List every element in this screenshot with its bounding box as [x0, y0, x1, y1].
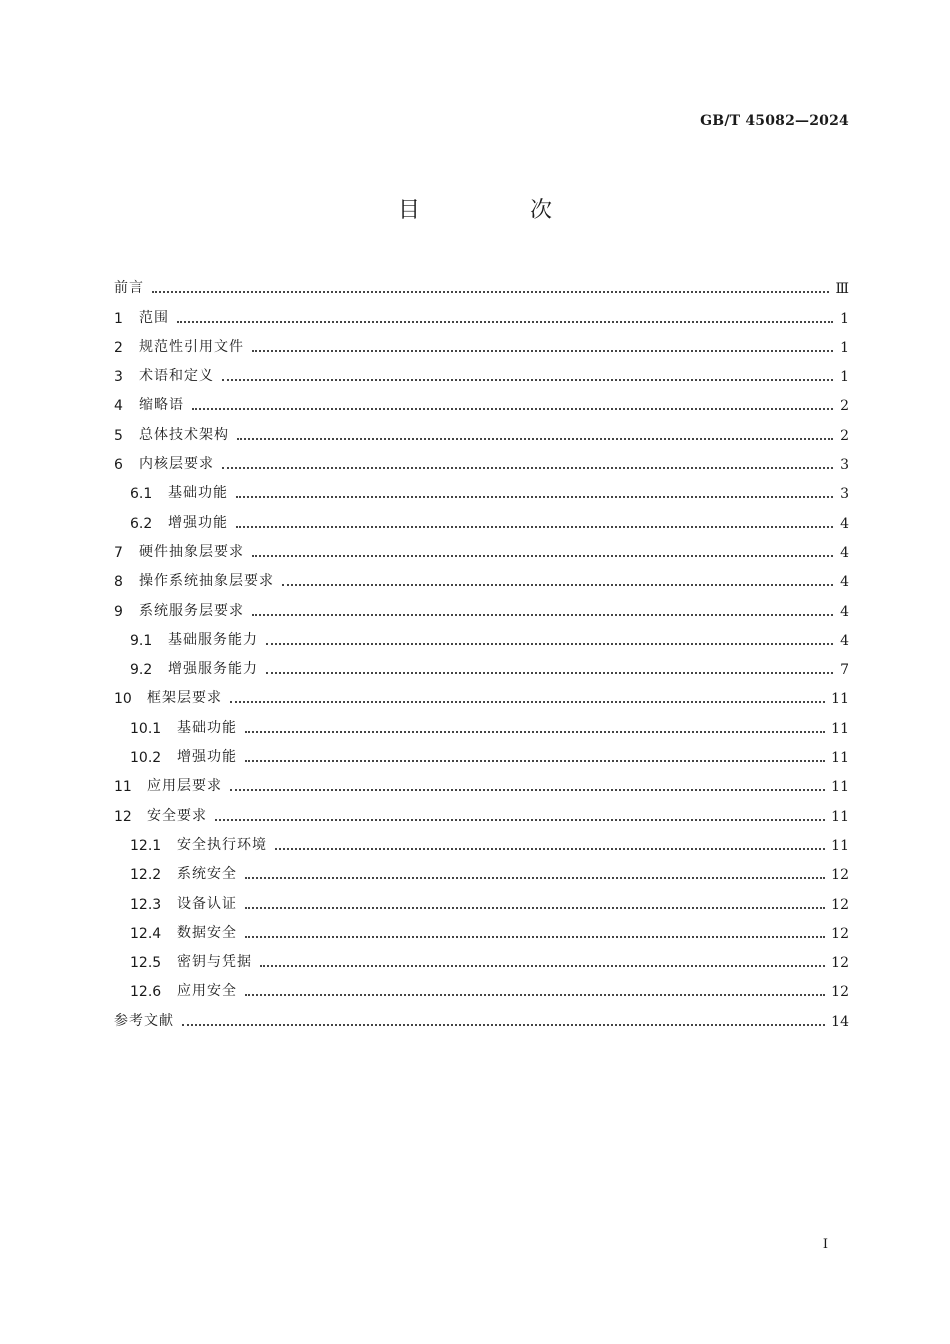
toc-entry-page: 4: [840, 515, 849, 532]
toc-entry-label: 系统服务层要求: [139, 602, 244, 619]
toc-entry[interactable]: [114, 942, 849, 971]
toc-entry-number: 12.4: [130, 925, 162, 942]
toc-entry-page: 11: [831, 720, 849, 737]
toc-entry[interactable]: [114, 737, 849, 766]
toc-entry[interactable]: [114, 532, 849, 561]
toc-dot-leader: [245, 907, 825, 909]
toc-entry-label: 总体技术架构: [139, 426, 229, 443]
toc-dot-leader: [192, 408, 833, 410]
toc-entry-number: 9.1: [130, 632, 153, 649]
toc-entry-number: 9.2: [130, 662, 153, 679]
toc-entry-label: 硬件抽象层要求: [139, 543, 244, 560]
toc-entry-page: 12: [831, 955, 849, 972]
toc-entry-page: 4: [840, 544, 849, 561]
toc-entry-page: 4: [840, 632, 849, 649]
toc-entry[interactable]: [114, 297, 849, 326]
toc-entry[interactable]: [114, 883, 849, 912]
toc-entry[interactable]: [114, 854, 849, 883]
toc-entry-label: 基础功能: [177, 719, 237, 736]
toc-entry-label: 基础功能: [168, 485, 228, 502]
toc-entry-label: 操作系统抽象层要求: [139, 573, 274, 590]
toc-dot-leader: [236, 496, 833, 498]
toc-dot-leader: [252, 614, 833, 616]
toc-entry-label: 缩略语: [139, 397, 184, 414]
toc-entry-number: 6: [114, 457, 123, 474]
toc-dot-leader: [222, 379, 833, 381]
toc-entry-label: 范围: [139, 309, 169, 326]
toc-entry-page: 1: [840, 310, 849, 327]
toc-dot-leader: [182, 1024, 825, 1026]
page-title: 目 次: [397, 198, 596, 223]
toc-entry-page: 11: [831, 808, 849, 825]
toc-dot-leader: [252, 350, 833, 352]
toc-entry-label: 参考文献: [114, 1012, 174, 1029]
toc-entry-label: 应用层要求: [147, 778, 222, 795]
toc-entry[interactable]: [114, 971, 849, 1000]
toc-entry-page: 4: [840, 574, 849, 591]
toc-dot-leader: [260, 965, 825, 967]
toc-entry-page: 2: [840, 427, 849, 444]
toc-entry-label: 框架层要求: [147, 690, 222, 707]
toc-entry-page: 4: [840, 603, 849, 620]
toc-entry-number: 12.5: [130, 955, 162, 972]
standard-code: GB/T 45082—2024: [700, 113, 849, 129]
toc-entry[interactable]: [114, 1000, 849, 1029]
toc-dot-leader: [177, 321, 833, 323]
toc-entry-page: 2: [840, 398, 849, 415]
toc-entry-number: 3: [114, 369, 123, 386]
toc-dot-leader: [245, 994, 825, 996]
toc-entry[interactable]: [114, 385, 849, 414]
toc-entry-label: 密钥与凭据: [177, 954, 252, 971]
toc-entry-label: 基础服务能力: [168, 631, 258, 648]
toc-entry-number: 6.2: [130, 515, 153, 532]
toc-entry-label: 增强功能: [168, 514, 228, 531]
toc-entry[interactable]: [114, 707, 849, 736]
toc-entry-page: 3: [840, 457, 849, 474]
toc-entry-number: 9: [114, 603, 123, 620]
toc-entry-label: 术语和定义: [139, 368, 214, 385]
toc-entry[interactable]: [114, 795, 849, 824]
toc-entry[interactable]: [114, 561, 849, 590]
toc-dot-leader: [252, 555, 833, 557]
toc-dot-leader: [230, 789, 825, 791]
toc-entry-label: 安全要求: [147, 807, 207, 824]
toc-entry-page: Ⅲ: [835, 281, 849, 298]
toc-dot-leader: [245, 877, 825, 879]
toc-entry[interactable]: [114, 649, 849, 678]
toc-entry-page: 12: [831, 925, 849, 942]
toc-dot-leader: [282, 584, 833, 586]
toc-entry[interactable]: [114, 913, 849, 942]
toc-dot-leader: [152, 291, 829, 293]
toc-entry-label: 应用安全: [177, 983, 237, 1000]
toc-entry-number: 10: [114, 691, 132, 708]
toc-entry[interactable]: [114, 678, 849, 707]
toc-entry-number: 4: [114, 398, 123, 415]
toc-dot-leader: [266, 672, 833, 674]
toc-dot-leader: [275, 848, 825, 850]
toc-entry-number: 10.1: [130, 720, 162, 737]
toc-entry[interactable]: [114, 414, 849, 443]
toc-entry-label: 增强功能: [177, 749, 237, 766]
toc-dot-leader: [230, 701, 825, 703]
toc-entry-number: 7: [114, 544, 123, 561]
toc-dot-leader: [266, 643, 833, 645]
toc-entry-page: 3: [840, 486, 849, 503]
toc-dot-leader: [245, 731, 825, 733]
toc-dot-leader: [237, 438, 833, 440]
toc-dot-leader: [245, 760, 825, 762]
toc-entry-label: 系统安全: [177, 866, 237, 883]
toc-entry[interactable]: [114, 620, 849, 649]
toc-entry-page: 11: [831, 750, 849, 767]
toc-entry-number: 5: [114, 427, 123, 444]
toc-entry-page: 12: [831, 984, 849, 1001]
toc-entry-label: 前言: [114, 280, 144, 297]
toc-entry[interactable]: [114, 444, 849, 473]
toc-entry-label: 数据安全: [177, 924, 237, 941]
table-of-contents: [114, 268, 849, 1030]
page-number: I: [822, 1237, 828, 1252]
toc-entry-page: 11: [831, 691, 849, 708]
toc-entry-number: 12: [114, 808, 132, 825]
toc-entry-number: 12.1: [130, 837, 162, 854]
toc-entry[interactable]: [114, 590, 849, 619]
toc-dot-leader: [236, 526, 833, 528]
toc-entry-label: 规范性引用文件: [139, 338, 244, 355]
toc-entry[interactable]: [114, 473, 849, 502]
toc-entry-page: 14: [831, 1013, 849, 1030]
toc-entry-label: 增强服务能力: [168, 661, 258, 678]
toc-entry-page: 7: [840, 662, 849, 679]
toc-entry-number: 1: [114, 310, 123, 327]
toc-entry-number: 11: [114, 779, 132, 796]
toc-entry[interactable]: [114, 502, 849, 531]
toc-entry-page: 1: [840, 369, 849, 386]
toc-entry-page: 1: [840, 339, 849, 356]
toc-entry-number: 6.1: [130, 486, 153, 503]
toc-dot-leader: [215, 819, 825, 821]
toc-dot-leader: [245, 936, 825, 938]
toc-entry[interactable]: [114, 356, 849, 385]
toc-entry-number: 12.2: [130, 867, 162, 884]
toc-entry-page: 12: [831, 867, 849, 884]
toc-entry-number: 8: [114, 574, 123, 591]
toc-entry-number: 10.2: [130, 750, 162, 767]
toc-entry-number: 12.6: [130, 984, 162, 1001]
toc-entry-number: 12.3: [130, 896, 162, 913]
toc-entry-page: 11: [831, 779, 849, 796]
toc-entry[interactable]: [114, 327, 849, 356]
toc-entry-label: 内核层要求: [139, 456, 214, 473]
toc-entry-label: 安全执行环境: [177, 836, 267, 853]
toc-entry-number: 2: [114, 339, 123, 356]
toc-entry-label: 设备认证: [177, 895, 237, 912]
toc-entry-page: 11: [831, 837, 849, 854]
toc-entry[interactable]: [114, 766, 849, 795]
toc-entry[interactable]: [114, 268, 849, 297]
toc-entry[interactable]: [114, 825, 849, 854]
toc-dot-leader: [222, 467, 833, 469]
toc-entry-page: 12: [831, 896, 849, 913]
